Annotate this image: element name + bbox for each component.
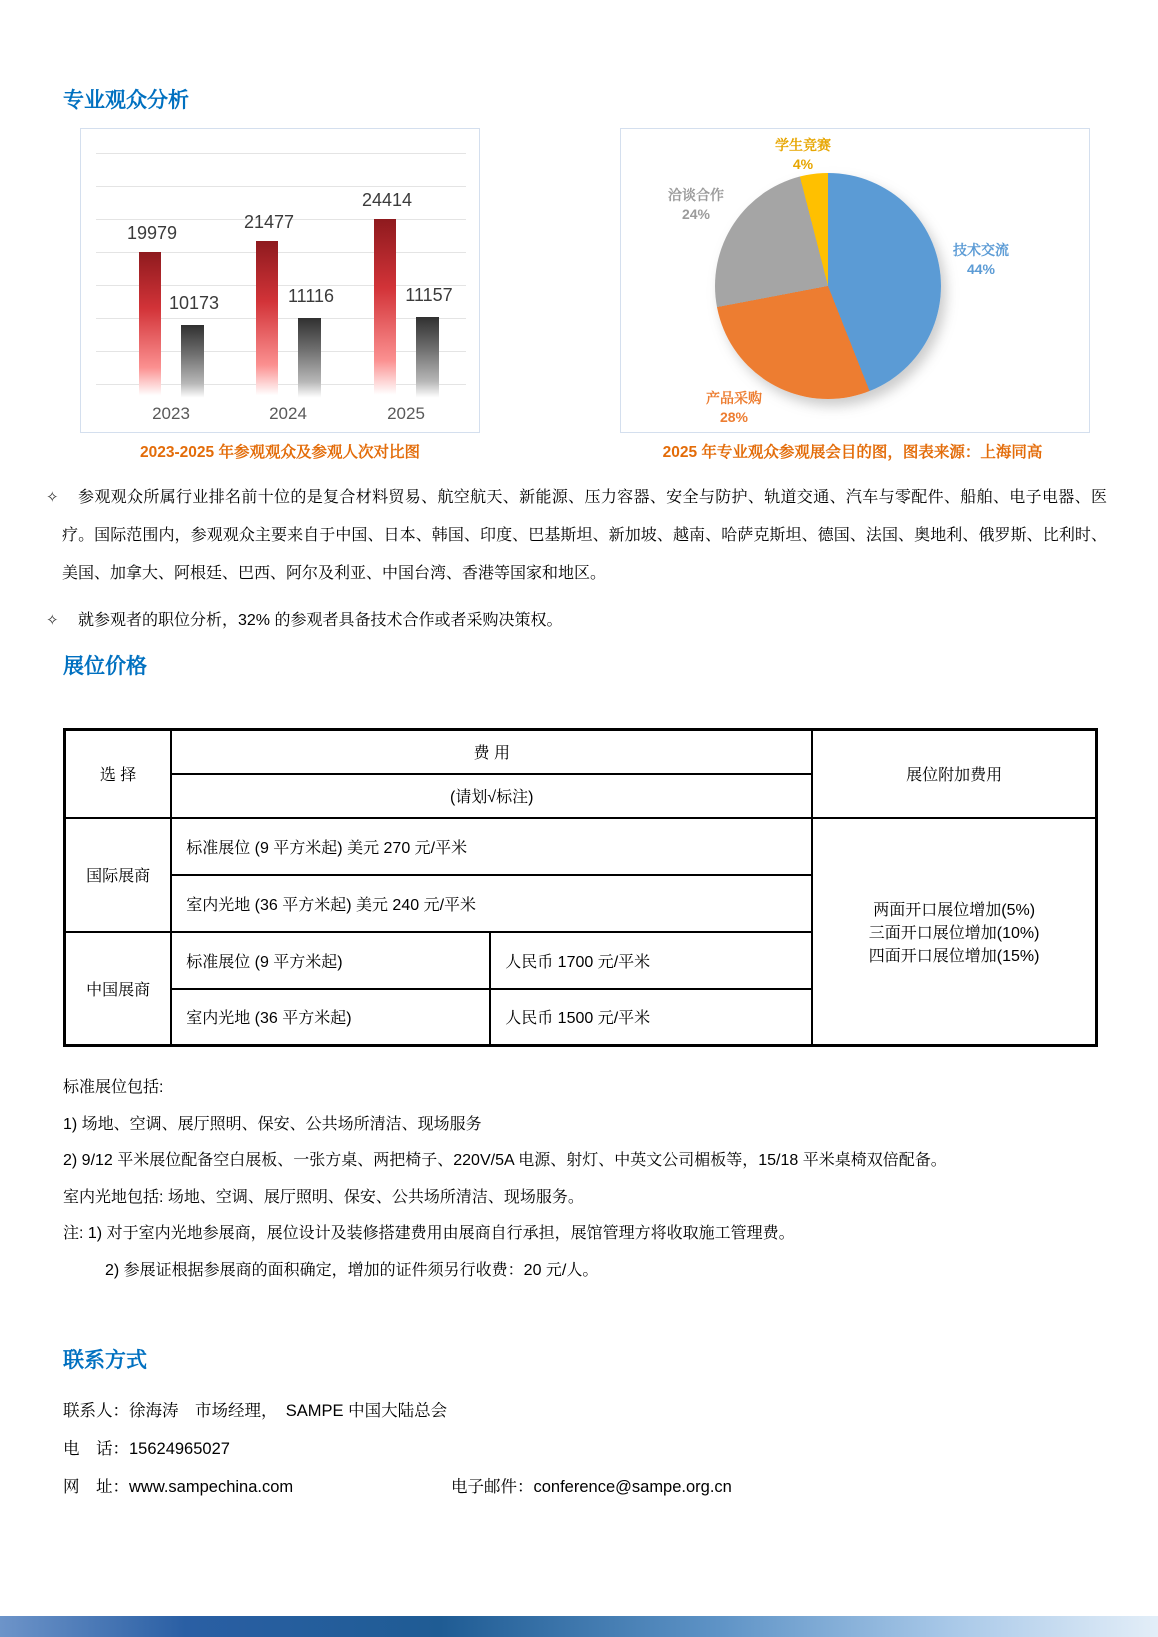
note-line: 注: 1) 对于室内光地参展商，展位设计及装修搭建费用由展商自行承担，展馆管理方将收取施工管理费。 — [63, 1225, 795, 1242]
diamond-bullet-icon: ✧ — [46, 612, 59, 629]
visitor-bar — [256, 241, 278, 400]
cell-intl-standard-booth: 标准展位 (9 平方米起) 美元 270 元/平米 — [171, 818, 812, 875]
x-axis-label-2025: 2025 — [387, 404, 425, 423]
audience-bullet-list — [46, 479, 1107, 640]
bar-data-label: 11116 — [287, 286, 335, 306]
visit-count-bar — [416, 317, 439, 400]
contact-email: 电子邮件：conference@sampe.org.cn — [451, 1478, 732, 1496]
note-line: 2) 参展证根据参展商的面积确定，增加的证件须另行收费：20 元/人。 — [105, 1261, 599, 1279]
col-header-check-note: (请划√标注) — [171, 774, 812, 818]
contact-website: 网 址：www.sampechina.com — [63, 1478, 294, 1496]
footer-accent-bar — [0, 1616, 1158, 1637]
note-line: 2) 9/12 平米展位配备空白展板、一张方桌、两把椅子、220V/5A 电源、射灯、中英文公司楣板等，15/18 平米桌椅双倍配备。 — [63, 1152, 947, 1169]
booth-notes — [63, 1070, 1133, 1289]
pie-label-tech-exchange — [921, 241, 1041, 279]
diamond-bullet-icon: ✧ — [46, 489, 59, 506]
pie-label-product-purchase — [674, 389, 794, 427]
col-header-extra-fee: 展位附加费用 — [812, 730, 1096, 818]
bar-data-label: 19979 — [126, 223, 178, 243]
visit-count-bar — [181, 325, 204, 400]
bar-group-2023 — [111, 151, 231, 423]
note-line: 1) 场地、空调、展厅照明、保安、公共场所清洁、现场服务 — [63, 1115, 482, 1133]
visitor-bar — [374, 219, 396, 400]
pie-chart-visit-purpose — [620, 128, 1090, 433]
bar-chart-caption: 2023-2025 年参观观众及参观人次对比图 — [140, 444, 420, 461]
bar-data-label: 21477 — [243, 212, 295, 232]
bar-group-2025 — [346, 151, 466, 423]
cell-cn-standard-price: 人民币 1700 元/平米 — [490, 932, 812, 989]
row-label-china-exhibitor: 中国展商 — [65, 932, 172, 1046]
pie-label-student-contest — [743, 136, 863, 174]
pie-label-text: 学生竞赛 — [775, 137, 831, 153]
bar-chart-plot-area — [96, 151, 466, 423]
cell-intl-raw-space: 室内光地 (36 平方米起) 美元 240 元/平米 — [171, 875, 812, 932]
section-title-audience-analysis: 专业观众分析 — [63, 89, 189, 112]
pie-chart-caption: 2025 年专业观众参观展会目的图，图表来源：上海同高 — [662, 444, 1043, 461]
col-header-fee: 费 用 — [171, 730, 812, 774]
pie-label-negotiation — [636, 186, 756, 224]
pie-label-pct: 4% — [792, 156, 814, 172]
extra-fees-list — [813, 897, 1095, 966]
row-label-international-exhibitor: 国际展商 — [65, 818, 172, 932]
col-header-select: 选 择 — [65, 730, 172, 818]
pie-label-text: 洽谈合作 — [668, 187, 724, 203]
bar-data-label: 10173 — [168, 293, 220, 313]
extra-fee-three-side: 三面开口展位增加(10%) — [868, 924, 1040, 942]
section-title-booth-price: 展位价格 — [63, 655, 147, 678]
visitor-bar — [139, 252, 161, 400]
cell-cn-standard-booth: 标准展位 (9 平方米起) — [171, 932, 490, 989]
bullet-item-job-positions — [46, 602, 1107, 640]
pie-label-text: 技术交流 — [953, 242, 1009, 258]
cell-extra-fees — [812, 818, 1096, 1046]
x-axis-label-2024: 2024 — [269, 404, 307, 423]
contact-person: 联系人：徐海涛 市场经理， SAMPE 中国大陆总会 — [63, 1402, 448, 1420]
bullet-text: 参观观众所属行业排名前十位的是复合材料贸易、航空航天、新能源、压力容器、安全与防护、轨道交通、汽车与零配件、船舶、电子电器、医疗。国际范围内，参观观众主要来自于中国、日本、韩国、印度、巴基斯坦、新加坡、越南、哈萨克斯坦、德国、法国、奥地利、俄罗斯、比利时、美国、加拿大、阿根廷、巴西、阿尔及利亚、中国台湾、香港等国家和地区。 — [62, 489, 1107, 582]
bar-data-label: 24414 — [361, 190, 413, 210]
contact-block — [63, 1392, 1063, 1506]
extra-fee-four-side: 四面开口展位增加(15%) — [868, 947, 1040, 965]
contact-web-email-line — [63, 1468, 1063, 1506]
bar-chart-visitors — [80, 128, 480, 433]
x-axis-label-2023: 2023 — [152, 404, 190, 423]
pie-label-text: 产品采购 — [706, 390, 762, 406]
booth-price-table — [63, 728, 1098, 1047]
pie-label-pct: 28% — [719, 409, 749, 425]
pie-label-pct: 24% — [681, 206, 711, 222]
bar-group-2024 — [228, 151, 348, 423]
contact-phone: 电 话：15624965027 — [63, 1440, 230, 1458]
bullet-item-industries — [46, 479, 1107, 593]
visit-count-bar — [298, 318, 321, 400]
bullet-text: 就参观者的职位分析，32% 的参观者具备技术合作或者采购决策权。 — [78, 612, 563, 629]
note-line: 室内光地包括: 场地、空调、展厅照明、保安、公共场所清洁、现场服务。 — [63, 1188, 584, 1206]
bar-data-label: 11157 — [405, 285, 453, 305]
pie-label-pct: 44% — [966, 261, 996, 277]
cell-cn-raw-space: 室内光地 (36 平方米起) — [171, 989, 490, 1046]
extra-fee-two-side: 两面开口展位增加(5%) — [873, 901, 1036, 919]
cell-cn-raw-price: 人民币 1500 元/平米 — [490, 989, 812, 1046]
note-line: 标准展位包括: — [63, 1079, 164, 1096]
section-title-contact: 联系方式 — [63, 1349, 147, 1372]
